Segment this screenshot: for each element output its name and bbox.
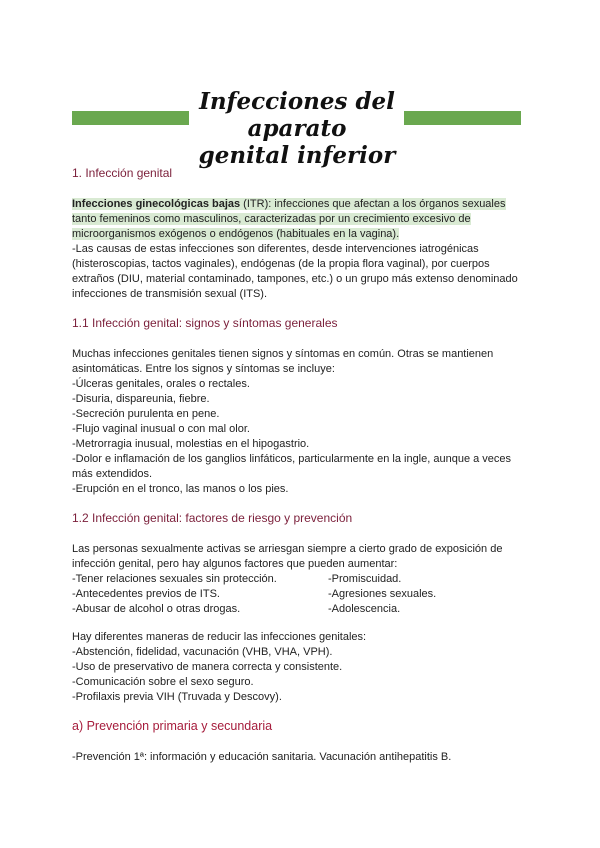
section-1-1-heading: 1.1 Infección genital: signos y síntomas generales xyxy=(72,316,338,330)
causes-line-4: infecciones de transmisión sexual (ITS). xyxy=(72,288,268,300)
risk-factors-row xyxy=(72,587,538,602)
symptoms-line: Muchas infecciones genitales tienen signos y síntomas en común. Otras se mantienen xyxy=(72,348,494,360)
causes-line-2: (histeroscopias, tactos vaginales), endógenas (de la propia flora vaginal), por cuerpos xyxy=(72,258,490,270)
title-line-1: Infecciones del aparato xyxy=(199,88,395,142)
symptoms-line: -Secreción purulenta en pene. xyxy=(72,408,220,420)
definition-line-3: microorganismos exógenos o endógenos (habituales en la vagina). xyxy=(72,228,400,240)
prevention-line: -Uso de preservativo de manera correcta y consistente. xyxy=(72,661,343,673)
section-1-heading: 1. Infección genital xyxy=(72,166,173,180)
risk-factors-row xyxy=(72,602,538,617)
symptoms-line: -Erupción en el tronco, las manos o los pies. xyxy=(72,483,289,495)
prevention-line: Hay diferentes maneras de reducir las infecciones genitales: xyxy=(72,631,367,643)
symptoms-line: más extendidos. xyxy=(72,468,153,480)
definition-term: Infecciones ginecológicas bajas xyxy=(72,198,241,210)
title-line-2: genital inferior xyxy=(198,142,396,169)
title-bar-right xyxy=(404,111,521,125)
risk-factor-left: -Tener relaciones sexuales sin protección. xyxy=(72,573,277,585)
section-a-heading: a) Prevención primaria y secundaria xyxy=(72,719,273,733)
page-title xyxy=(190,88,404,169)
symptoms-line: -Metrorragia inusual, molestias en el hipogastrio. xyxy=(72,438,310,450)
section-1-2-heading: 1.2 Infección genital: factores de riesgo y prevención xyxy=(72,511,353,525)
document-body xyxy=(72,165,538,765)
risk-factor-right: -Adolescencia. xyxy=(328,603,401,615)
risk-factor-right: -Promiscuidad. xyxy=(328,573,402,585)
symptoms-line: -Úlceras genitales, orales o rectales. xyxy=(72,378,250,390)
prevention-line: -Comunicación sobre el sexo seguro. xyxy=(72,676,254,688)
causes-line-1: -Las causas de estas infecciones son diferentes, desde intervenciones iatrogénicas xyxy=(72,243,479,255)
definition-text: (ITR): infecciones que afectan a los órganos sexuales xyxy=(240,198,506,210)
risk-intro-line: Las personas sexualmente activas se arriesgan siempre a cierto grado de exposición de xyxy=(72,543,503,555)
symptoms-line: -Disuria, dispareunia, fiebre. xyxy=(72,393,210,405)
risk-intro-line: infección genital, pero hay algunos factores que pueden aumentar: xyxy=(72,558,398,570)
causes-line-3: extraños (DIU, material contaminado, tampones, etc.) o un grupo más extenso denominado xyxy=(72,273,518,285)
risk-factor-right: -Agresiones sexuales. xyxy=(328,588,437,600)
symptoms-line: -Flujo vaginal inusual o con mal olor. xyxy=(72,423,250,435)
primary-prevention-line: -Prevención 1ª: información y educación sanitaria. Vacunación antihepatitis B. xyxy=(72,751,452,763)
prevention-line: -Abstención, fidelidad, vacunación (VHB, VHA, VPH). xyxy=(72,646,333,658)
symptoms-line: asintomáticas. Entre los signos y síntomas se incluye: xyxy=(72,363,335,375)
risk-factors-row xyxy=(72,572,538,587)
definition-line-2: tanto femeninos como masculinos, caracterizadas por un crecimiento excesivo de xyxy=(72,213,471,225)
prevention-line: -Profilaxis previa VIH (Truvada y Descovy). xyxy=(72,691,282,703)
risk-factor-left: -Antecedentes previos de ITS. xyxy=(72,588,220,600)
symptoms-line: -Dolor e inflamación de los ganglios linfáticos, particularmente en la ingle, aunque a veces xyxy=(72,453,512,465)
risk-factor-left: -Abusar de alcohol o otras drogas. xyxy=(72,603,241,615)
title-bar-left xyxy=(72,111,189,125)
definition-line-1 xyxy=(72,197,538,212)
